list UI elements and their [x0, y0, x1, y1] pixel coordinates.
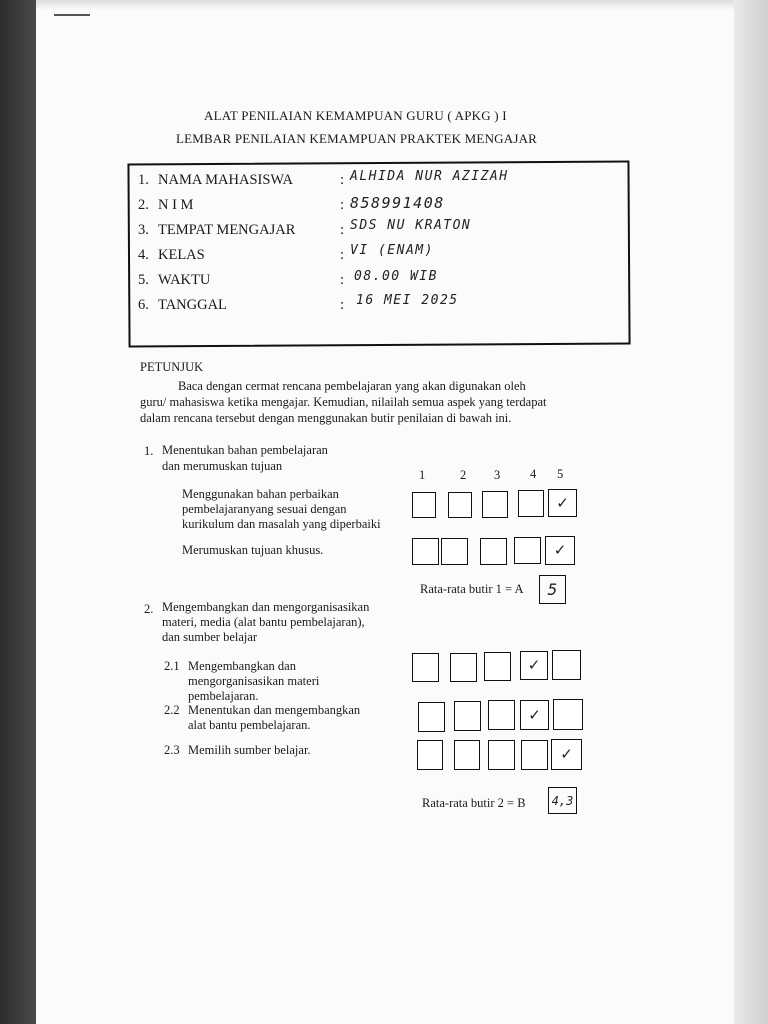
scale-label-5: 5 — [557, 467, 564, 481]
item-number: 2.2 — [164, 703, 180, 717]
margin-mark — [54, 14, 90, 16]
score-checkbox-1[interactable] — [418, 702, 445, 732]
identity-num: 5. — [138, 272, 149, 288]
item-text: kurikulum dan masalah yang diperbaiki — [182, 517, 381, 531]
score-checkbox-3[interactable] — [488, 700, 515, 730]
item-text: Menggunakan bahan perbaikan — [182, 487, 339, 501]
check-mark-icon: ✓ — [528, 705, 541, 724]
score-checkbox-4[interactable] — [520, 700, 549, 730]
document-title: ALAT PENILAIAN KEMAMPUAN GURU ( APKG ) I — [204, 108, 507, 123]
table-background — [0, 0, 36, 1024]
section-number: 1. — [144, 444, 154, 458]
score-checkbox-3[interactable] — [488, 740, 515, 770]
identity-colon: : — [340, 172, 345, 188]
section-title: Mengembangkan dan mengorganisasikan — [162, 600, 370, 614]
score-checkbox-3[interactable] — [480, 538, 507, 565]
identity-colon: : — [340, 272, 345, 288]
score-checkbox-2[interactable] — [441, 538, 468, 565]
item-text: alat bantu pembelajaran. — [188, 718, 311, 732]
identity-label: KELAS — [158, 247, 205, 263]
item-text: Memilih sumber belajar. — [188, 743, 311, 757]
item-text: pembelajaranyang sesuai dengan — [182, 502, 347, 516]
identity-value: 08.00 WIB — [354, 269, 438, 284]
identity-num: 2. — [138, 197, 149, 213]
paper-sheet — [36, 0, 734, 1024]
score-checkbox-2[interactable] — [454, 701, 481, 731]
average-score-box[interactable]: 5 — [539, 575, 566, 604]
average-score-box[interactable]: 4,3 — [548, 787, 577, 814]
identity-label: TEMPAT MENGAJAR — [158, 222, 296, 238]
identity-num: 4. — [138, 247, 149, 263]
score-checkbox-5[interactable] — [545, 536, 575, 565]
score-checkbox-1[interactable] — [412, 538, 439, 565]
score-checkbox-4[interactable] — [514, 537, 541, 564]
item-text: Mengembangkan dan — [188, 659, 296, 673]
score-checkbox-3[interactable] — [482, 491, 508, 518]
section-title: materi, media (alat bantu pembelajaran), — [162, 615, 365, 629]
score-checkbox-4[interactable] — [518, 490, 544, 517]
identity-num: 3. — [138, 222, 149, 238]
section-title: Menentukan bahan pembelajaran — [162, 443, 328, 457]
instructions-line: guru/ mahasiswa ketika mengajar. Kemudian, nilailah semua aspek yang terdapat — [140, 395, 547, 409]
instructions-heading: PETUNJUK — [140, 360, 204, 374]
identity-value: 16 MEI 2025 — [356, 293, 459, 308]
score-checkbox-2[interactable] — [448, 492, 472, 518]
identity-label: N I M — [158, 197, 194, 213]
identity-colon: : — [340, 197, 345, 213]
item-text: Merumuskan tujuan khusus. — [182, 543, 324, 557]
score-checkbox-1[interactable] — [412, 492, 436, 518]
identity-num: 6. — [138, 297, 149, 313]
scan-edge — [734, 0, 768, 1024]
item-text: mengorganisasikan materi — [188, 674, 320, 688]
check-mark-icon: ✓ — [527, 656, 541, 674]
identity-label: NAMA MAHASISWA — [158, 172, 293, 188]
identity-label: WAKTU — [158, 272, 211, 288]
identity-colon: : — [340, 247, 345, 263]
section-number: 2. — [144, 602, 154, 616]
section-title: dan merumuskan tujuan — [162, 459, 283, 473]
scale-label-2: 2 — [460, 468, 467, 482]
item-text: pembelajaran. — [188, 689, 259, 703]
identity-num: 1. — [138, 172, 149, 188]
identity-colon: : — [340, 297, 345, 313]
check-mark-icon: ✓ — [556, 493, 569, 512]
scale-label-3: 3 — [494, 468, 501, 482]
score-checkbox-5[interactable] — [552, 650, 581, 680]
item-number: 2.1 — [164, 659, 180, 673]
score-checkbox-1[interactable] — [412, 653, 439, 682]
score-checkbox-4[interactable] — [520, 651, 548, 680]
average-label: Rata-rata butir 1 = A — [420, 582, 524, 596]
average-label: Rata-rata butir 2 = B — [422, 796, 526, 810]
item-number: 2.3 — [164, 743, 180, 757]
score-checkbox-5[interactable] — [548, 489, 577, 517]
instructions-line: dalam rencana tersebut dengan menggunakan butir penilaian di bawah ini. — [140, 411, 512, 425]
check-mark-icon: ✓ — [560, 745, 573, 763]
instructions-line: Baca dengan cermat rencana pembelajaran yang akan digunakan oleh — [178, 379, 526, 393]
document-subtitle: LEMBAR PENILAIAN KEMAMPUAN PRAKTEK MENGAJAR — [176, 131, 538, 146]
scale-label-4: 4 — [530, 467, 537, 481]
score-checkbox-2[interactable] — [454, 740, 480, 770]
score-checkbox-5[interactable] — [551, 739, 582, 770]
scale-label-1: 1 — [419, 468, 426, 482]
identity-label: TANGGAL — [158, 297, 227, 313]
identity-value: SDS NU KRATON — [350, 218, 472, 233]
score-checkbox-3[interactable] — [484, 652, 511, 681]
score-checkbox-4[interactable] — [521, 740, 548, 770]
identity-colon: : — [340, 222, 345, 238]
section-title: dan sumber belajar — [162, 630, 258, 644]
score-checkbox-5[interactable] — [553, 699, 583, 730]
check-mark-icon: ✓ — [553, 541, 567, 559]
identity-value: 858991408 — [350, 194, 445, 212]
score-checkbox-2[interactable] — [450, 653, 477, 682]
identity-value: VI (ENAM) — [350, 243, 434, 258]
score-checkbox-1[interactable] — [417, 740, 443, 770]
identity-value: ALHIDA NUR AZIZAH — [350, 169, 509, 184]
item-text: Menentukan dan mengembangkan — [188, 703, 361, 717]
